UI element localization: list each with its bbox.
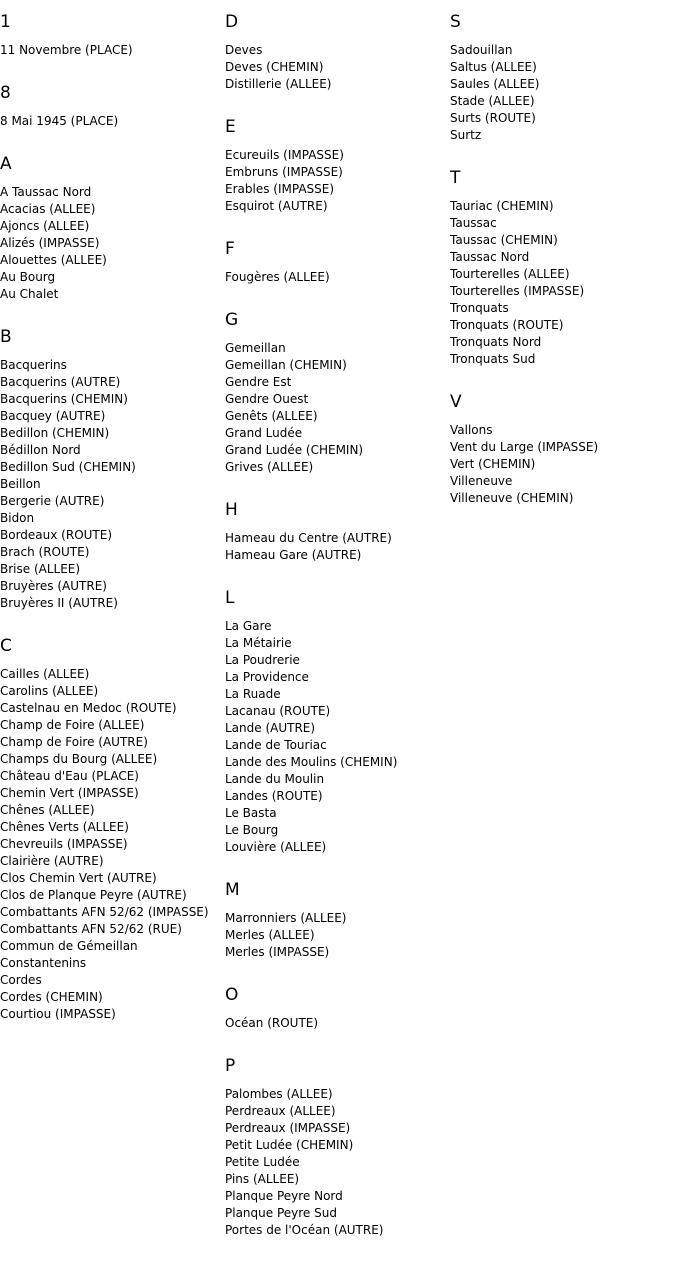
street-list [225,910,450,961]
street-list-item [225,635,450,652]
street-link[interactable]: Gendre Est [225,375,292,389]
street-list [0,184,225,303]
letter-section [225,985,450,1032]
street-list-item [225,76,450,93]
street-link[interactable]: La Métairie [225,636,292,650]
street-list-item [450,198,675,215]
section-letter-heading: A [0,154,12,174]
street-link[interactable]: Deves (CHEMIN) [225,60,324,74]
letter-section [0,327,225,612]
street-list-item [225,944,450,961]
street-link[interactable]: Embruns (IMPASSE) [225,165,343,179]
street-link[interactable]: Gendre Ouest [225,392,309,406]
street-list-item [0,819,225,836]
street-list-item [0,989,225,1006]
street-link[interactable]: Surtz [450,128,482,142]
street-list-item [450,456,675,473]
street-list [225,269,450,286]
street-list-item [0,972,225,989]
street-list [0,42,225,59]
street-link[interactable]: Brach (ROUTE) [0,545,90,559]
street-list-item [225,771,450,788]
letter-section [450,392,675,507]
street-link[interactable]: Lande de Touriac [225,738,327,752]
street-list-item [0,493,225,510]
section-letter-heading: 8 [0,83,11,103]
street-link[interactable]: Cailles (ALLEE) [0,667,90,681]
street-link[interactable]: Castelnau en Medoc (ROUTE) [0,701,177,715]
street-list-item [450,490,675,507]
street-list-item [0,700,225,717]
street-list-item [450,266,675,283]
street-list-item [0,768,225,785]
street-link[interactable]: Chemin Vert (IMPASSE) [0,786,139,800]
street-list-item [0,544,225,561]
section-letter-heading: L [225,588,235,608]
street-link[interactable]: Planque Peyre Sud [225,1206,337,1220]
section-letter-heading: B [0,327,12,347]
street-list-item [0,836,225,853]
street-list-item [225,374,450,391]
street-list-item [0,1006,225,1023]
street-list-item [0,578,225,595]
street-list-item [450,215,675,232]
letter-section [225,880,450,961]
street-link[interactable]: Taussac [450,216,497,230]
street-link[interactable]: Saules (ALLEE) [450,77,540,91]
street-list-item [0,904,225,921]
street-link[interactable]: Lande (AUTRE) [225,721,316,735]
letter-section [225,239,450,286]
letter-section [225,500,450,564]
street-list-item [0,113,225,130]
street-list-item [225,1171,450,1188]
street-link[interactable]: Lacanau (ROUTE) [225,704,331,718]
street-list-item [0,734,225,751]
street-link[interactable]: Combattants AFN 52/62 (IMPASSE) [0,905,209,919]
street-list-item [225,1137,450,1154]
street-link[interactable]: Tronquats Sud [450,352,536,366]
street-list-item [0,408,225,425]
street-link[interactable]: Au Bourg [0,270,56,284]
street-link[interactable]: Villeneuve [450,474,513,488]
street-link[interactable]: Bruyères (AUTRE) [0,579,107,593]
street-list-item [450,42,675,59]
street-link[interactable]: Vent du Large (IMPASSE) [450,440,599,454]
street-list-item [225,1205,450,1222]
street-list-item [0,510,225,527]
street-list-item [225,618,450,635]
street-list-item [225,754,450,771]
section-letter-heading: O [225,985,239,1005]
street-list-item [225,1222,450,1239]
street-link[interactable]: Bacquerins [0,358,67,372]
street-list [0,666,225,1023]
section-letter-heading: S [450,12,461,32]
section-letter-heading: C [0,636,12,656]
street-list-item [225,408,450,425]
street-list [225,1015,450,1032]
letter-section [225,588,450,856]
street-list-item [450,334,675,351]
street-link[interactable]: Perdreaux (IMPASSE) [225,1121,351,1135]
street-link[interactable]: Beillon [0,477,41,491]
street-list-item [225,686,450,703]
street-list [450,198,675,368]
street-list-item [0,357,225,374]
street-link[interactable]: Bedillon (CHEMIN) [0,426,110,440]
street-link[interactable]: 8 Mai 1945 (PLACE) [0,114,119,128]
street-list-item [450,422,675,439]
street-link[interactable]: Erables (IMPASSE) [225,182,335,196]
street-list-item [0,218,225,235]
street-link[interactable]: Saltus (ALLEE) [450,60,537,74]
street-link[interactable]: Cordes (CHEMIN) [0,990,103,1004]
street-link[interactable]: La Gare [225,619,272,633]
street-list-item [225,340,450,357]
letter-section [225,117,450,215]
street-list-item [225,147,450,164]
street-link[interactable]: Chevreuils (IMPASSE) [0,837,128,851]
street-link[interactable]: Tronquats [450,301,509,315]
street-list-item [0,42,225,59]
street-list-item [0,235,225,252]
street-link[interactable]: Merles (ALLEE) [225,928,315,942]
index-column-3 [450,12,675,531]
street-list-item [450,300,675,317]
street-list-item [0,785,225,802]
street-list-item [225,927,450,944]
street-link[interactable]: La Providence [225,670,309,684]
street-link[interactable]: Champ de Foire (AUTRE) [0,735,148,749]
street-link[interactable]: Gemeillan (CHEMIN) [225,358,347,372]
street-link[interactable]: La Ruade [225,687,281,701]
street-list-item [0,955,225,972]
street-list-item [0,374,225,391]
street-link[interactable]: Taussac Nord [450,250,530,264]
street-link[interactable]: Commun de Gémeillan [0,939,138,953]
street-list-item [0,717,225,734]
street-list-item [225,442,450,459]
street-list-item [450,110,675,127]
street-link[interactable]: Taussac (CHEMIN) [450,233,558,247]
street-link[interactable]: Distillerie (ALLEE) [225,77,332,91]
street-list-item [225,459,450,476]
street-link[interactable]: Le Basta [225,806,277,820]
street-link[interactable]: Lande du Moulin [225,772,325,786]
street-link[interactable]: Perdreaux (ALLEE) [225,1104,336,1118]
street-link[interactable]: Bacquey (AUTRE) [0,409,106,423]
letter-section [0,636,225,1023]
street-link[interactable]: Pins (ALLEE) [225,1172,300,1186]
street-link[interactable]: Sadouillan [450,43,513,57]
street-list-item [450,473,675,490]
street-list-item [0,802,225,819]
street-link[interactable]: Constantenins [0,956,87,970]
street-list-item [0,921,225,938]
street-link[interactable]: Grives (ALLEE) [225,460,314,474]
street-link[interactable]: Chênes Verts (ALLEE) [0,820,129,834]
street-list [0,113,225,130]
street-list [225,618,450,856]
street-list-item [225,839,450,856]
street-list-item [450,59,675,76]
street-link[interactable]: Hameau Gare (AUTRE) [225,548,362,562]
section-letter-heading: P [225,1056,236,1076]
street-list-item [0,683,225,700]
section-letter-heading: E [225,117,236,137]
street-list-item [225,1015,450,1032]
street-list-item [0,887,225,904]
street-list-item [225,1120,450,1137]
street-list-item [450,439,675,456]
street-link[interactable]: Bergerie (AUTRE) [0,494,105,508]
street-link[interactable]: Bédillon Nord [0,443,81,457]
index-column-2 [225,12,450,1263]
street-link[interactable]: Bacquerins (CHEMIN) [0,392,128,406]
letter-section [450,12,675,144]
street-list-item [225,788,450,805]
street-list-item [450,127,675,144]
street-link[interactable]: Courtiou (IMPASSE) [0,1007,116,1021]
street-list-item [0,527,225,544]
street-list [225,340,450,476]
street-list [225,147,450,215]
street-list-item [225,269,450,286]
street-link[interactable]: A Taussac Nord [0,185,92,199]
street-list-item [450,317,675,334]
street-link[interactable]: Grand Ludée [225,426,303,440]
section-letter-heading: M [225,880,240,900]
street-list-item [450,249,675,266]
street-list-item [225,703,450,720]
street-list-item [225,720,450,737]
section-letter-heading: T [450,168,461,188]
street-link[interactable]: 11 Novembre (PLACE) [0,43,133,57]
street-list-item [225,1188,450,1205]
street-link[interactable]: Tourterelles (ALLEE) [450,267,570,281]
street-link[interactable]: Merles (IMPASSE) [225,945,330,959]
street-list-item [225,737,450,754]
street-link[interactable]: Champs du Bourg (ALLEE) [0,752,158,766]
street-list-item [450,93,675,110]
street-link[interactable]: Palombes (ALLEE) [225,1087,333,1101]
street-link[interactable]: Clos de Planque Peyre (AUTRE) [0,888,187,902]
letter-section [225,12,450,93]
street-link[interactable]: Le Bourg [225,823,279,837]
street-list-item [0,870,225,887]
letter-section [0,12,225,59]
street-list-item [225,1154,450,1171]
street-link[interactable]: Stade (ALLEE) [450,94,535,108]
street-link[interactable]: Vallons [450,423,493,437]
street-link[interactable]: Fougères (ALLEE) [225,270,330,284]
street-link[interactable]: Acacias (ALLEE) [0,202,96,216]
section-letter-heading: 1 [0,12,11,32]
street-list [225,1086,450,1239]
street-list-item [225,652,450,669]
index-column-1 [0,12,225,1047]
street-list-item [450,76,675,93]
street-link[interactable]: Bruyères II (AUTRE) [0,596,118,610]
street-list-item [0,442,225,459]
street-link[interactable]: Petit Ludée (CHEMIN) [225,1138,354,1152]
street-link[interactable]: Tourterelles (IMPASSE) [450,284,585,298]
street-link[interactable]: Portes de l'Océan (AUTRE) [225,1223,384,1237]
street-list-item [0,561,225,578]
street-link[interactable]: Marronniers (ALLEE) [225,911,347,925]
street-list-item [0,201,225,218]
street-list-item [0,595,225,612]
street-link[interactable]: Surts (ROUTE) [450,111,536,125]
street-link[interactable]: Genêts (ALLEE) [225,409,318,423]
street-list-item [0,476,225,493]
street-list [225,42,450,93]
letter-section [225,1056,450,1239]
street-list-item [450,232,675,249]
street-list-item [225,425,450,442]
street-link[interactable]: Ajoncs (ALLEE) [0,219,90,233]
street-link[interactable]: Alouettes (ALLEE) [0,253,107,267]
street-link[interactable]: Gemeillan [225,341,286,355]
street-link[interactable]: Landes (ROUTE) [225,789,323,803]
street-link[interactable]: Grand Ludée (CHEMIN) [225,443,364,457]
street-link[interactable]: Combattants AFN 52/62 (RUE) [0,922,182,936]
street-list-item [0,751,225,768]
street-link[interactable]: Villeneuve (CHEMIN) [450,491,574,505]
street-list-item [225,822,450,839]
street-link[interactable]: Petite Ludée [225,1155,300,1169]
street-link[interactable]: Cordes [0,973,42,987]
street-list-item [225,1086,450,1103]
street-list-item [225,357,450,374]
street-link[interactable]: Vert (CHEMIN) [450,457,536,471]
street-list-item [225,42,450,59]
street-link[interactable]: Clairière (AUTRE) [0,854,104,868]
letter-section [0,154,225,303]
street-list [225,530,450,564]
street-list-item [225,198,450,215]
street-list-item [225,547,450,564]
street-list-item [0,269,225,286]
street-list [0,357,225,612]
street-link[interactable]: Planque Peyre Nord [225,1189,343,1203]
street-list-item [0,425,225,442]
section-letter-heading: V [450,392,462,412]
street-list-item [225,530,450,547]
street-list-item [0,184,225,201]
street-link[interactable]: Deves [225,43,263,57]
street-list-item [225,805,450,822]
street-link[interactable]: Bedillon Sud (CHEMIN) [0,460,136,474]
street-link[interactable]: Bordeaux (ROUTE) [0,528,113,542]
letter-section [0,83,225,130]
street-list-item [0,853,225,870]
street-link[interactable]: Au Chalet [0,287,59,301]
street-link[interactable]: Tauriac (CHEMIN) [450,199,554,213]
street-list-item [225,910,450,927]
street-list-item [0,391,225,408]
street-link[interactable]: Ecureuils (IMPASSE) [225,148,344,162]
street-list-item [225,391,450,408]
street-list-item [225,1103,450,1120]
street-link[interactable]: Lande des Moulins (CHEMIN) [225,755,398,769]
street-link[interactable]: Clos Chemin Vert (AUTRE) [0,871,157,885]
street-list-item [0,938,225,955]
letter-section [450,168,675,368]
street-link[interactable]: La Poudrerie [225,653,300,667]
street-list-item [0,459,225,476]
street-list-item [450,283,675,300]
street-link[interactable]: Océan (ROUTE) [225,1016,319,1030]
street-link[interactable]: Carolins (ALLEE) [0,684,99,698]
street-link[interactable]: Bacquerins (AUTRE) [0,375,121,389]
street-list-item [0,666,225,683]
street-link[interactable]: Chênes (ALLEE) [0,803,95,817]
street-link[interactable]: Tronquats (ROUTE) [450,318,564,332]
street-list-item [225,164,450,181]
section-letter-heading: G [225,310,239,330]
letter-section [225,310,450,476]
street-link[interactable]: Alizés (IMPASSE) [0,236,100,250]
street-list-item [225,181,450,198]
street-list-item [225,59,450,76]
street-list-item [0,252,225,269]
street-link[interactable]: Tronquats Nord [450,335,542,349]
street-list [450,42,675,144]
section-letter-heading: D [225,12,239,32]
street-link[interactable]: Château d'Eau (PLACE) [0,769,139,783]
section-letter-heading: F [225,239,235,259]
street-link[interactable]: Champ de Foire (ALLEE) [0,718,145,732]
section-letter-heading: H [225,500,238,520]
street-link[interactable]: Louvière (ALLEE) [225,840,327,854]
street-list-item [225,669,450,686]
street-list-item [0,286,225,303]
street-list [450,422,675,507]
street-link[interactable]: Hameau du Centre (AUTRE) [225,531,392,545]
street-link[interactable]: Bidon [0,511,35,525]
street-list-item [450,351,675,368]
street-link[interactable]: Brise (ALLEE) [0,562,81,576]
street-link[interactable]: Esquirot (AUTRE) [225,199,328,213]
